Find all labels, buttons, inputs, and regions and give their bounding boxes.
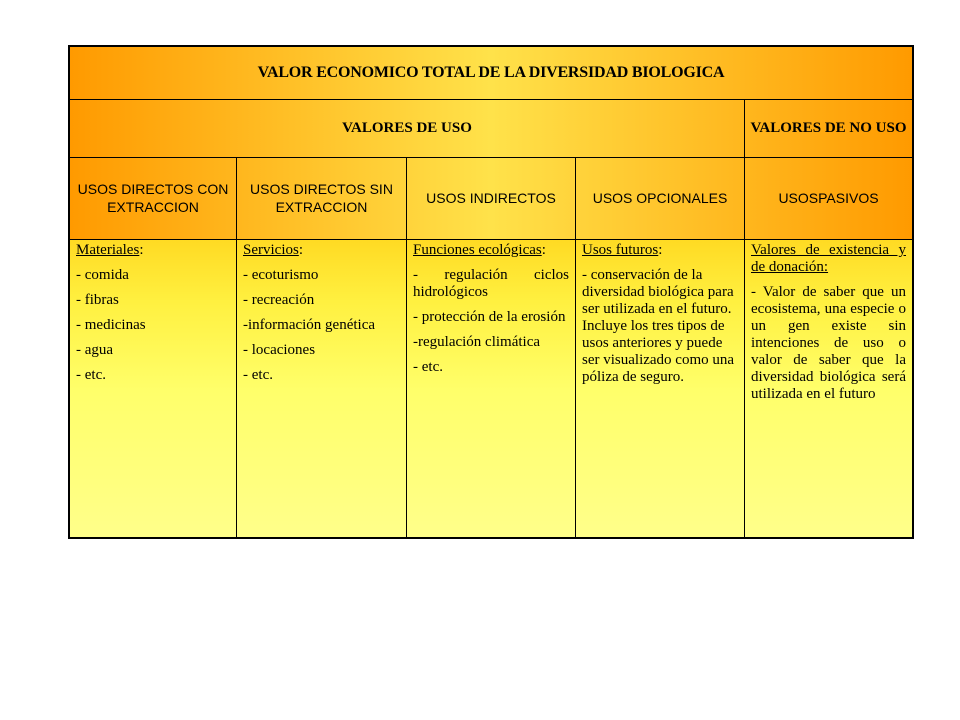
column-header-text: USOS OPCIONALES [592, 190, 728, 206]
group-header-non-use-text: VALORES DE NO USO [750, 120, 907, 136]
column-header-text: USOS INDIRECTOS [426, 190, 556, 206]
list-item: - Valor de saber que un ecosistema, una especie o un gen existe sin intenciones de uso o valor de saber que la diversidad biológica será utilizada en el futuro [751, 284, 906, 402]
cell-heading: Materiales [76, 242, 140, 258]
column-header-passive [745, 157, 912, 239]
cell-passive [745, 239, 912, 411]
column-header-text: USOS DIRECTOS SIN EXTRACCION [250, 181, 393, 215]
cell-direct-no-extraction: Servicios: - ecoturismo - recreación -información genética - locaciones - etc. [237, 239, 406, 392]
list-item: - fibras [76, 292, 119, 308]
column-header-direct-extraction [70, 157, 236, 239]
list-item: - etc. [413, 359, 443, 375]
column-header-text: USOS DIRECTOS CON EXTRACCION [77, 181, 229, 215]
cell-heading: Funciones ecológicas [413, 242, 542, 258]
list-item: - conservación de la diversidad biológica para ser utilizada en el futuro. Incluye los tres tipos de usos anteriores y puede ser visualizado como una póliza de seguro. [582, 267, 735, 385]
list-item: - recreación [243, 292, 315, 308]
cell-heading: Valores de existencia y de donación: [751, 242, 906, 275]
list-item: - regulación ciclos hidrológicos [413, 267, 569, 300]
list-item: -regulación climática [413, 334, 541, 350]
list-item: -información genética [243, 317, 376, 333]
table-title-text: VALOR ECONOMICO TOTAL DE LA DIVERSIDAD BIOLOGICA [257, 64, 725, 81]
cell-indirect: Funciones ecológicas: - regulación ciclos hidrológicos - protección de la erosión -regulación climática - etc. [413, 242, 569, 375]
value-table [68, 45, 914, 539]
column-header-indirect [407, 157, 575, 239]
group-header-use-text: VALORES DE USO [342, 119, 472, 136]
group-header-non-use [745, 99, 912, 157]
list-item: - etc. [243, 367, 273, 383]
group-header-use [70, 99, 744, 157]
list-item: - comida [76, 267, 129, 283]
list-item: - ecoturismo [243, 267, 319, 283]
list-item: - medicinas [76, 317, 146, 333]
column-header-text: USOSPASIVOS [778, 190, 879, 206]
list-item: - protección de la erosión [413, 309, 566, 325]
column-header-optional [576, 157, 744, 239]
cell-direct-extraction: Materiales: - comida - fibras - medicinas - agua - etc. [70, 239, 236, 392]
list-item: - etc. [76, 367, 106, 383]
cell-optional: Usos futuros: - conservación de la diversidad biológica para ser utilizada en el futuro. Incluye los tres tipos de usos anteriores y puede ser visualizado como una póliza de seguro. [576, 239, 744, 394]
list-item: - agua [76, 342, 114, 358]
column-header-direct-no-extraction [237, 157, 406, 239]
cell-heading: Servicios [243, 242, 299, 258]
table-title [70, 47, 912, 99]
list-item: - locaciones [243, 342, 316, 358]
cell-heading: Usos futuros [582, 242, 659, 258]
